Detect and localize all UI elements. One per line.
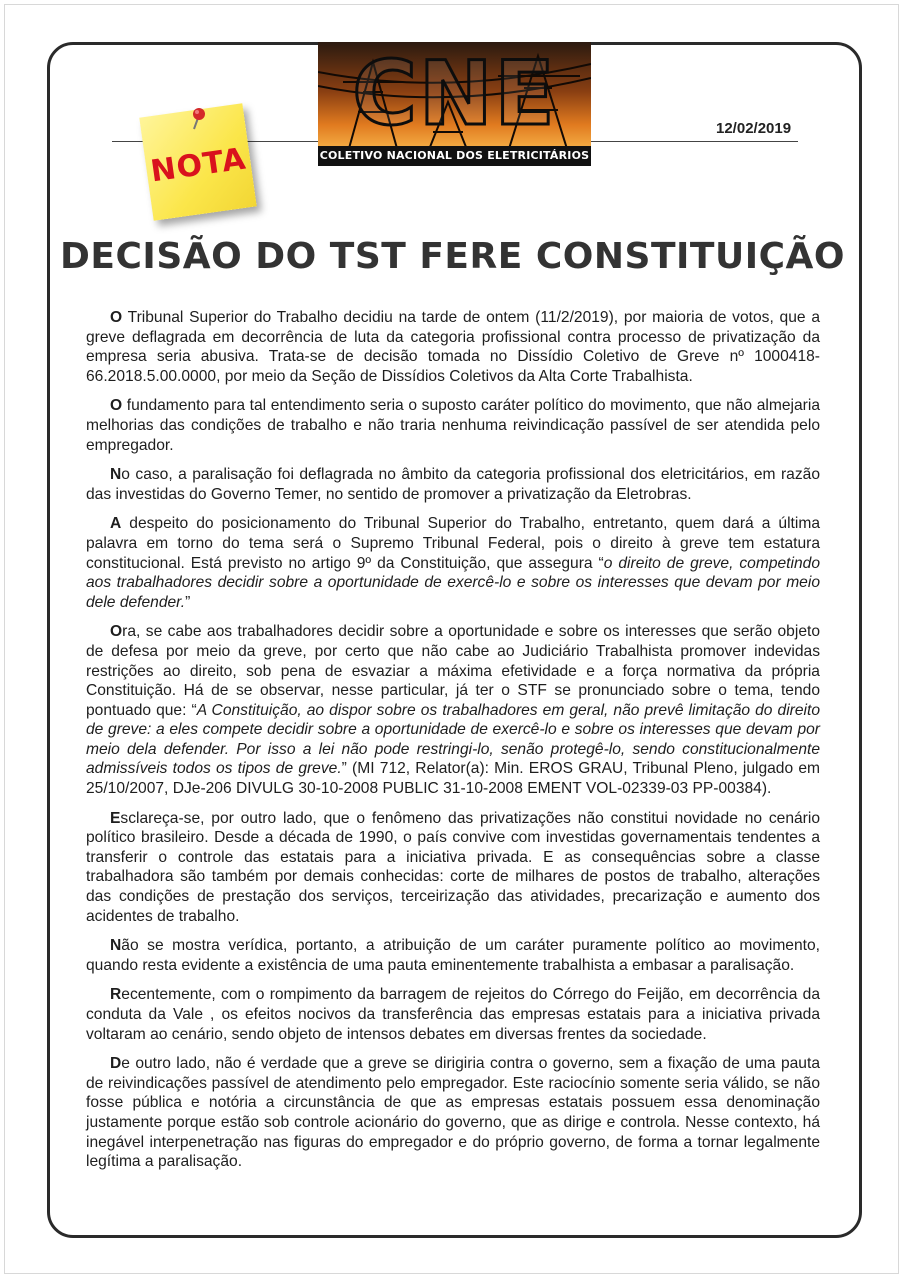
publication-date: 12/02/2019 — [716, 120, 792, 137]
paragraph-3 — [86, 465, 820, 504]
paragraph-text: o caso, a paralisação foi deflagrada no âmbito da categoria profissional dos eletricitários, em razão das investidas do Governo Temer, no sentido de promover a privatização da Eletrobras. — [86, 466, 820, 503]
logo-wordmark: CNE — [352, 42, 557, 145]
paragraph-initial: O — [110, 397, 123, 415]
headline: DECISÃO DO TST FERE CONSTITUIÇÃO — [60, 236, 845, 277]
paragraph-text: e outro lado, não é verdade que a greve se dirigiria contra o governo, sem a fixação de uma pauta de reivindicações passível de atendimento pelo empregador. Este raciocínio somente seria válido, se não fosse pública e notória a circunstância de que as empresas estatais possuem essa denominação justamente porque estão sob controle acionário do governo, que as dirige e controla. Nesse contexto, há inegável interpenetração nas figuras do empregador e do próprio governo, de forma a tornar legalmente legítima a paralisação. — [86, 1055, 820, 1171]
paragraph-initial: D — [110, 1055, 122, 1073]
paragraph-text-after-quote: ” — [185, 593, 191, 611]
paragraph-text: ecentemente, com o rompimento da barragem de rejeitos do Córrego do Feijão, em decorrência da conduta da Vale , os efeitos nocivos da transferência das empresas estatais para a iniciativa privada voltaram ao cenário, sendo objeto de intensos debates em diversas frentes da sociedade. — [86, 986, 820, 1043]
paragraph-text: despeito do posicionamento do Tribunal Superior do Trabalho, entretanto, quem dará a última palavra em torno do tema será o Supremo Tribunal Federal, pois o direito à greve tem estatura constitucional. Está previsto no artigo 9º da Constituição, que assegura “ — [86, 515, 820, 572]
paragraph-2 — [86, 396, 820, 455]
paragraph-initial: E — [110, 809, 121, 827]
paragraph-initial: O — [110, 623, 123, 641]
logo-caption: COLETIVO NACIONAL DOS ELETRICITÁRIOS — [318, 146, 591, 166]
paragraph-7 — [86, 936, 820, 975]
paragraph-text: ão se mostra verídica, portanto, a atribuição de um caráter puramente político ao movimento, quando resta evidente a existência de uma pauta eminentemente trabalhista a embasar a paralisação. — [86, 937, 820, 974]
article-body — [86, 308, 820, 1182]
paragraph-6 — [86, 809, 820, 927]
cne-logo — [318, 42, 591, 166]
note-label: NOTA — [148, 141, 249, 190]
paragraph-initial: N — [110, 937, 122, 955]
paragraph-8 — [86, 985, 820, 1044]
pushpin-icon — [188, 106, 208, 130]
paragraph-9 — [86, 1054, 820, 1172]
paragraph-4 — [86, 514, 820, 612]
paragraph-text-after-quote: ” (MI 712, Relator(a): Min. EROS GRAU, Tribunal Pleno, julgado em 25/10/2007, DJe-206 DIVULG 30-10-2008 PUBLIC 31-10-2008 EMENT VOL-02339-03 PP-00384). — [86, 760, 820, 798]
paragraph-text: ra, se cabe aos trabalhadores decidir sobre a oportunidade e sobre os interesses que serão objeto de defesa por meio da greve, por certo que não cabe ao Judiciário Trabalhista promover indevidas restrições ao direito, sob pena de esvaziar a máxima efetividade e a força normativa da própria Constituição. Há de se observar, nesse particular, já ter o STF se pronunciado sobre o tema, tendo pontuado que: “ — [86, 623, 820, 719]
paragraph-initial: N — [110, 466, 122, 484]
paragraph-text: sclareça-se, por outro lado, que o fenômeno das privatizações não constitui novidade no cenário político brasileiro. Desde a década de 1990, o país convive com investidas governamentais tendentes a transferir o controle das estatais para a iniciativa privada. E as consequências sobre a classe trabalhadora são também por demais conhecidas: corte de milhares de postos de trabalho, alterações das condições de prestação dos serviços, terceirização das atividades, precarização e aumento dos acidentes de trabalho. — [86, 809, 820, 925]
paragraph-1 — [86, 308, 820, 386]
paragraph-initial: O — [110, 309, 123, 326]
paragraph-initial: R — [110, 986, 122, 1004]
paragraph-text: fundamento para tal entendimento seria o suposto caráter político do movimento, que não almejaria melhorias das condições de trabalho e não traria nenhuma reivindicação passível de ser atendida pelo empregador. — [86, 397, 820, 454]
stf-quote: A Constituição, ao dispor sobre os trabalhadores em geral, não prevê limitação do direito de greve: a eles compete decidir sobre a oportunidade de exercê-lo e sobre os interesses que devam por meio dela defender. Por isso a lei não pode restringi-lo, senão protegê-lo, sendo constitucionalmente admissíveis todos os tipos de greve. — [86, 701, 820, 778]
paragraph-text: Tribunal Superior do Trabalho decidiu na tarde de ontem (11/2/2019), por maioria de votos, que a greve deflagrada em decorrência de luta da categoria profissional contra processo de privatização da empresa seria abusiva. Trata-se de decisão tomada no Dissídio Coletivo de Greve nº 1000418-66.2018.5.00.0000, por meio da Seção de Dissídios Coletivos da Alta Corte Trabalhista. — [86, 309, 820, 385]
paragraph-5 — [86, 622, 820, 798]
paragraph-initial: A — [110, 515, 122, 533]
constitution-quote: o direito de greve, competindo aos trabalhadores decidir sobre a oportunidade de exercê-lo e sobre os interesses que devam por meio dele defender. — [86, 554, 820, 611]
